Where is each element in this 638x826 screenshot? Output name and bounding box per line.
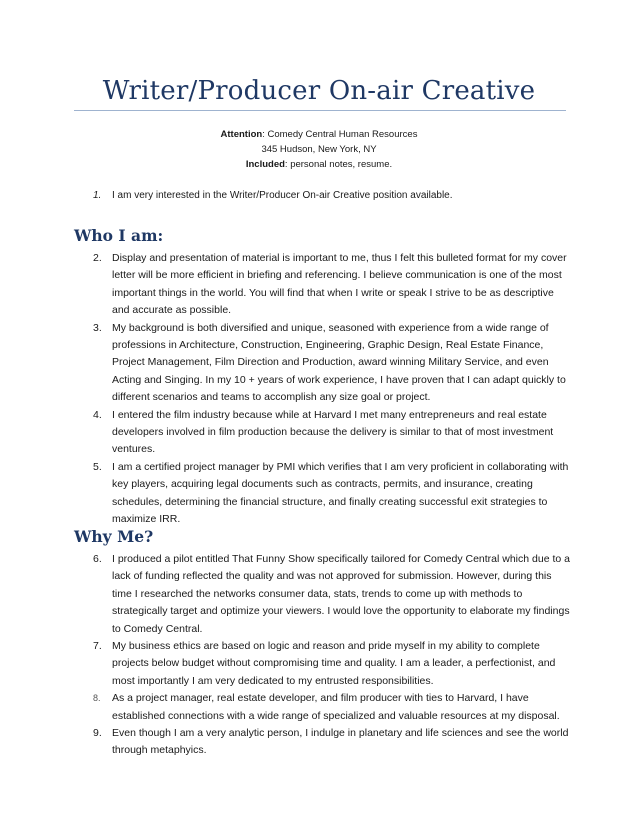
- attention-value: : Comedy Central Human Resources: [262, 129, 418, 140]
- included-value: : personal notes, resume.: [284, 159, 393, 170]
- item-text: My background is both diversified and unique, seasoned with experience from a wide range of professions in Architecture, Construction, Engineering, Graphic Design, Real Estate Finance, Project Management, Film Direction and Production, award winning Military Service, and even Acting and Singing. In my 10 + years of work experience, I have proven that I can adapt quickly to different scenarios and teams to accomplish any size goal or project.: [112, 321, 566, 404]
- item-number: 7.: [93, 640, 102, 653]
- item-text: I entered the film industry because while at Harvard I met many entrepreneurs and real estate developers involved in film production because the delivery is similar to that of most investment ventures.: [112, 408, 554, 456]
- item-text: Even though I am a very analytic person, I indulge in planetary and life sciences and see the world through metaphyics.: [112, 727, 569, 757]
- item-number: 6.: [93, 553, 102, 565]
- list-item: [93, 690, 573, 725]
- list-item: [93, 250, 573, 320]
- item-number: 5.: [93, 460, 102, 473]
- item-text: My business ethics are based on logic and reason and pride myself in my ability to complete projects below budget without compromising time and quality. I am a leader, a perfectionist, and most importantly I am very dedicated to my entrusted responsibilities.: [112, 640, 556, 687]
- title-divider: [74, 110, 566, 111]
- item-text: As a project manager, real estate developer, and film producer with ties to Harvard, I have established connections with a wide range of specialized and valuable resources at my disposal.: [112, 692, 560, 722]
- intro-number: 1.: [93, 190, 102, 201]
- attention-line: [0, 127, 638, 142]
- included-line: [0, 157, 638, 172]
- included-label: Included: [245, 159, 285, 170]
- list-item: [93, 407, 573, 459]
- item-number: 4.: [93, 408, 102, 421]
- attention-label: Attention: [220, 129, 263, 140]
- item-number: 2.: [93, 252, 102, 264]
- item-number: 3.: [93, 321, 102, 334]
- item-number: 8.: [93, 693, 101, 704]
- list-item: [93, 638, 573, 690]
- item-number: 9.: [93, 727, 102, 740]
- list-item: [93, 320, 573, 407]
- list-item: [93, 725, 573, 760]
- item-text: I produced a pilot entitled That Funny Show specifically tailored for Comedy Central which due to a lack of funding reflected the quality and was not approved for submission. However, during this time I researched the networks consumer data, stats, trends to come up with methods to strategically target and optimize your viewers. I would love the opportunity to elaborate my findings to Comedy Central.: [112, 553, 570, 635]
- list-item: [93, 551, 573, 638]
- recipient-block: [0, 127, 638, 172]
- page-title: Writer/Producer On-air Creative: [102, 76, 536, 106]
- section-heading-why-me: Why Me?: [74, 527, 154, 546]
- section-heading-who-i-am: Who I am:: [74, 226, 164, 245]
- item-text: Display and presentation of material is important to me, thus I felt this bulleted format for my cover letter will be more efficient in briefing and referencing. I believe communication is one of the most important things in the world. You will find that when I write or speak I strive to be as descriptive and accurate as possible.: [112, 252, 567, 317]
- address-line: 345 Hudson, New York, NY: [261, 144, 377, 155]
- intro-text: I am very interested in the Writer/Producer On-air Creative position available.: [112, 190, 453, 201]
- why-me-list: [93, 551, 573, 760]
- who-i-am-list: [93, 250, 573, 529]
- list-item: [93, 459, 573, 529]
- item-text: I am a certified project manager by PMI which verifies that I am very proficient in collaborating with key players, acquiring legal documents such as contracts, permits, and insurance, creating schedules, determining the financial structure, and finally creating successful exit strategies to maximize IRR.: [112, 460, 569, 526]
- intro-item: [93, 190, 453, 201]
